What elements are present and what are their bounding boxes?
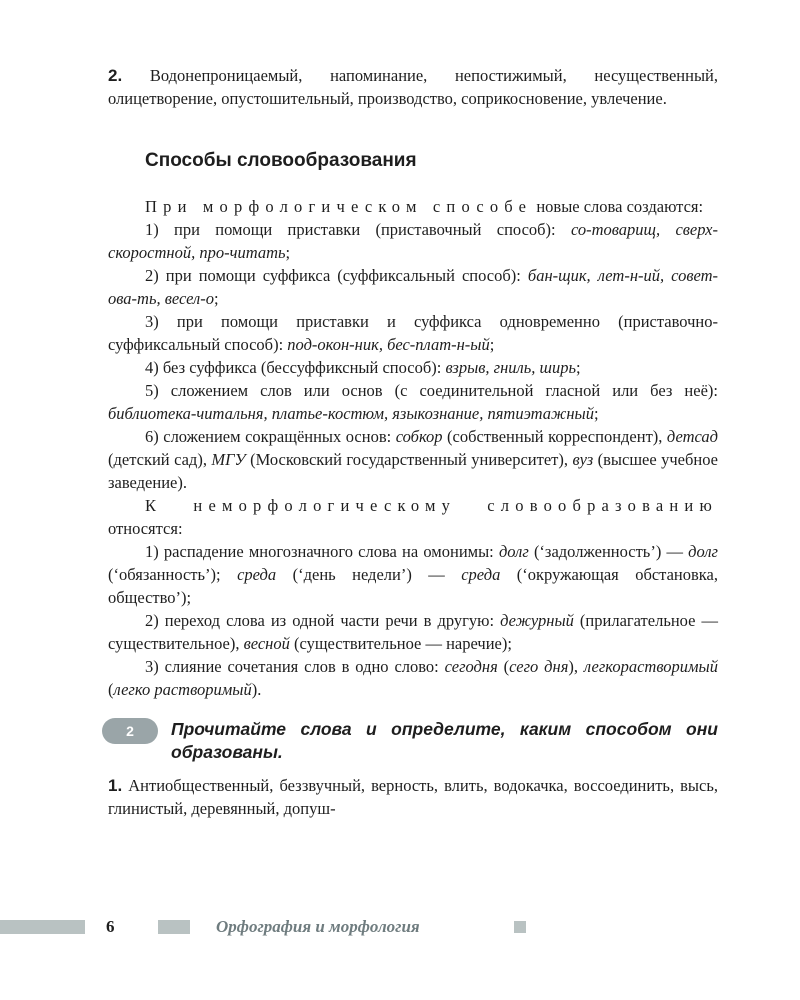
example-word: дежурный (500, 611, 574, 630)
example-word: сегодня (444, 657, 498, 676)
item-examples: со-товарищ, сверх-скоростной, про-читать (108, 220, 718, 262)
example-word: весной (243, 634, 290, 653)
item-text: 6) сложением сокращённых основ: (145, 427, 396, 446)
item-text: 5) сложением слов или основ (с соединительной гласной или без неё): (145, 381, 718, 400)
item-tail: ; (593, 404, 599, 423)
nonmorph-intro-term: К неморфологическому словообразованию (145, 496, 718, 515)
gloss-text: (существительное — наречие); (289, 634, 512, 653)
task-header (102, 718, 718, 764)
morph-item-1 (108, 218, 718, 264)
gloss-text: ), (568, 657, 584, 676)
example-word: долг (688, 542, 718, 561)
footer-decor-bar (158, 920, 190, 934)
exercise-number: 1. (108, 776, 123, 795)
morph-item-2 (108, 264, 718, 310)
gloss-text: ). (251, 680, 262, 699)
nonmorph-intro-rest: относятся: (108, 519, 183, 538)
morph-intro-term: При морфологическом способе (145, 197, 533, 216)
gloss-text: (‘окружающая обстановка, общество’); (108, 565, 719, 607)
item-tail: ; (575, 358, 581, 377)
page-body (108, 64, 718, 820)
gloss-text: (‘день недели’) — (276, 565, 462, 584)
morph-item-5 (108, 379, 718, 425)
morph-intro-rest: новые слова создаются: (532, 197, 704, 216)
running-title: Орфография и морфология (216, 917, 420, 936)
gloss-text: (‘задолженность’) — (528, 542, 689, 561)
item-examples: взрыв, гниль, ширь (445, 358, 576, 377)
exercise-paragraph (108, 64, 718, 110)
item-tail: ; (285, 243, 291, 262)
morph-item-4 (108, 356, 718, 379)
gloss-text: (детский сад), (108, 450, 212, 469)
nonmorph-item-2 (108, 609, 718, 655)
exercise-paragraph (108, 774, 718, 820)
gloss-text: ( (497, 657, 510, 676)
gloss-text: (собственный корреспондент), (442, 427, 667, 446)
item-text: 1) распадение многозначного слова на омонимы: (145, 542, 499, 561)
gloss-text: ( (108, 680, 114, 699)
exercise-text: Водонепроницаемый, напоминание, непостижимый, несущественный, олицетворение, опустошительный, производство, соприкосновение, увлечение. (108, 66, 718, 108)
item-text: 4) без суффикса (бессуффиксный способ): (145, 358, 446, 377)
example-word: среда (237, 565, 277, 584)
task-number-badge: 2 (102, 718, 158, 744)
gloss-text: (прилагательное — существительное), (108, 611, 718, 653)
example-word: детсад (666, 427, 718, 446)
item-text: 3) слияние сочетания слов в одно слово: (145, 657, 445, 676)
example-word: легкорастворимый (583, 657, 718, 676)
example-word: среда (461, 565, 501, 584)
item-text: 2) при помощи суффикса (суффиксальный способ): (145, 266, 528, 285)
gloss-text: (высшее учебное заведение). (108, 450, 718, 492)
nonmorph-intro (108, 494, 718, 540)
item-tail: ; (489, 335, 495, 354)
task-instruction: Прочитайте слова и определите, каким способом они образованы. (171, 719, 718, 762)
nonmorph-item-3 (108, 655, 718, 701)
exercise-text: Антиобщественный, беззвучный, верность, влить, водокачка, воссоединить, высь, глинистый, деревянный, допуш- (108, 776, 718, 818)
gloss-text: (‘обязанность’); (108, 565, 238, 584)
item-tail: ; (213, 289, 219, 308)
item-examples: бан-щик, лет-н-ий, совет-ова-ть, весел-о (108, 266, 719, 308)
example-word: вуз (572, 450, 594, 469)
page-number: 6 (106, 917, 115, 936)
item-examples: под-окон-ник, бес-плат-н-ый (287, 335, 490, 354)
item-text: 2) переход слова из одной части речи в другую: (145, 611, 501, 630)
footer-decor-bar (0, 920, 85, 934)
morph-item-6 (108, 425, 718, 494)
item-text: 3) при помощи приставки и суффикса одновременно (приставочно-суффиксальный способ): (108, 312, 718, 354)
nonmorph-item-1 (108, 540, 718, 609)
example-word: легко растворимый (113, 680, 252, 699)
page-footer (0, 915, 800, 939)
item-text: 1) при помощи приставки (приставочный способ): (145, 220, 571, 239)
example-word: собкор (395, 427, 443, 446)
morph-intro (108, 195, 718, 218)
example-word: долг (498, 542, 529, 561)
morph-item-3 (108, 310, 718, 356)
exercise-number: 2. (108, 66, 123, 85)
example-word: сего дня (509, 657, 569, 676)
example-word: МГУ (211, 450, 246, 469)
footer-decor-square (514, 921, 526, 933)
section-title: Способы словообразования (145, 150, 417, 171)
item-examples: библиотека-читальня, платье-костюм, языкознание, пятиэтажный (108, 404, 594, 423)
gloss-text: (Московский государственный университет), (245, 450, 573, 469)
